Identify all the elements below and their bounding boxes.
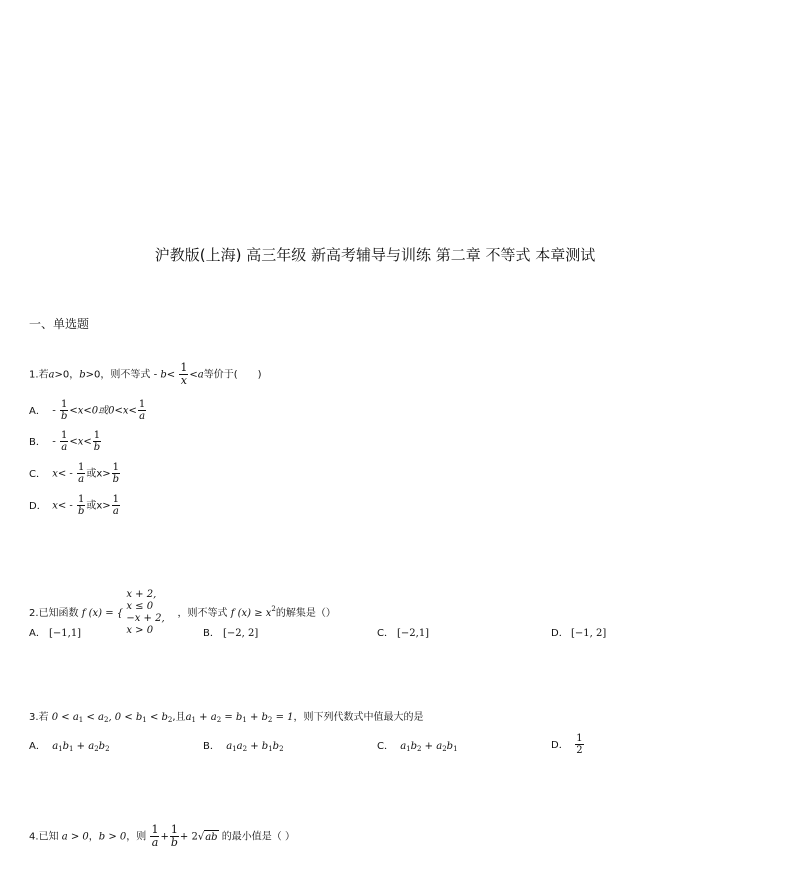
denominator: a xyxy=(61,442,68,453)
q4-text: ，则 xyxy=(126,831,147,843)
q1-text: >0，则不等式 - xyxy=(85,369,161,381)
fraction xyxy=(60,399,68,422)
expr: < a xyxy=(83,712,104,723)
expr: + a xyxy=(196,712,217,723)
subscript: 2 xyxy=(103,716,109,724)
q3-text: 若 xyxy=(38,712,49,723)
option-label: B． xyxy=(29,436,46,448)
denominator: b xyxy=(93,442,101,453)
numerator: 1 xyxy=(112,494,120,505)
subscript: 1 xyxy=(142,716,147,724)
q3-option-c[interactable] xyxy=(377,740,458,756)
piece-expr: x + 2, xyxy=(126,589,157,600)
subscript: 1 xyxy=(58,745,63,753)
expr: b xyxy=(410,741,418,752)
subscript: 2 xyxy=(167,716,173,724)
question-4 xyxy=(29,824,295,849)
q2-option-c[interactable] xyxy=(377,627,429,641)
operator: + xyxy=(160,831,169,843)
page-title: 沪教版(上海) 高三年级 新高考辅导与训练 第二章 不等式 本章测试 xyxy=(154,246,596,264)
q1-number: 1. xyxy=(29,369,39,381)
sqrt-symbol: √ xyxy=(197,831,205,843)
q3-option-b[interactable] xyxy=(203,740,284,756)
piece-cond: x ≤ 0 xyxy=(126,601,154,612)
expr: , 0 < b xyxy=(108,712,143,723)
fraction xyxy=(138,399,146,422)
expr: a xyxy=(185,712,192,723)
denominator: b xyxy=(60,411,68,422)
subscript: 2 xyxy=(94,745,99,753)
subscript: 2 xyxy=(105,745,110,753)
q3-number: 3. xyxy=(29,712,39,723)
expr: a xyxy=(52,741,59,752)
q1-fraction xyxy=(179,362,188,387)
option-text: 或x> xyxy=(86,500,111,512)
expr: + b xyxy=(246,712,268,723)
option-text: <x<0或0<x< xyxy=(69,405,137,417)
q4-number: 4. xyxy=(29,831,39,843)
operator: + 2 xyxy=(179,831,198,843)
expr: 0 < a xyxy=(51,712,79,723)
denominator: b xyxy=(112,474,120,485)
expr: a xyxy=(236,741,243,752)
expr: b xyxy=(98,741,106,752)
denominator: b xyxy=(77,506,85,517)
piece-cond: x > 0 xyxy=(126,625,154,636)
expr: < b xyxy=(146,712,168,723)
q1-text: < xyxy=(189,369,198,381)
subscript: 1 xyxy=(191,716,196,724)
q4-condition: b > 0 xyxy=(98,831,127,843)
fraction xyxy=(77,494,85,517)
fraction xyxy=(93,430,101,453)
option-expression xyxy=(52,741,109,752)
option-text: 或x> xyxy=(86,468,111,480)
option-label: B． xyxy=(203,628,220,639)
q3-text: ，则下列代数式中值最大的是 xyxy=(293,712,424,723)
subscript: 2 xyxy=(267,716,273,724)
subscript: 1 xyxy=(242,716,247,724)
numerator: 1 xyxy=(112,462,120,473)
fraction xyxy=(60,430,68,453)
q3-option-d[interactable] xyxy=(551,733,585,756)
subscript: 2 xyxy=(242,745,248,753)
q3-condition xyxy=(52,712,173,723)
q2-text: 已知函数 xyxy=(38,608,79,619)
option-text: - xyxy=(52,405,56,417)
numerator: 1 xyxy=(77,462,85,473)
q3-option-a[interactable] xyxy=(29,740,110,756)
q1-var-a: a xyxy=(197,369,204,381)
option-label: B． xyxy=(203,741,220,752)
subscript: 1 xyxy=(232,745,237,753)
fraction xyxy=(575,733,583,756)
numerator: 1 xyxy=(61,399,68,410)
section-heading: 一、单选题 xyxy=(29,317,90,331)
piece-expr: −x + 2, xyxy=(126,613,165,624)
option-label: D． xyxy=(29,500,47,512)
expr: b xyxy=(446,741,454,752)
fraction xyxy=(170,824,179,849)
option-label: D． xyxy=(551,628,569,639)
numerator: 1 xyxy=(60,430,68,441)
numerator: 1 xyxy=(576,733,583,744)
option-label: C． xyxy=(377,628,394,639)
option-label: D． xyxy=(551,739,569,751)
fraction xyxy=(112,462,120,485)
q2-text: ，则不等式 xyxy=(177,608,228,619)
fraction xyxy=(77,462,85,485)
subscript: 1 xyxy=(78,716,84,724)
option-label: A． xyxy=(29,741,46,752)
denominator: a xyxy=(112,506,119,517)
q1-text: 等价于( ) xyxy=(203,369,262,381)
q2-option-b[interactable] xyxy=(203,627,258,641)
subscript: 1 xyxy=(406,745,411,753)
q1-option-b[interactable] xyxy=(29,430,102,453)
subscript: 2 xyxy=(442,745,447,753)
subscript: 1 xyxy=(453,745,458,753)
denominator: b xyxy=(170,836,178,849)
expr: b xyxy=(62,741,70,752)
option-text: <x< xyxy=(69,436,92,448)
numerator: 1 xyxy=(180,361,188,374)
fraction xyxy=(112,494,120,517)
subscript: 2 xyxy=(216,716,222,724)
option-text: x< - xyxy=(52,468,73,480)
numerator: 1 xyxy=(151,823,159,836)
q1-var-b: b xyxy=(160,369,167,381)
numerator: 1 xyxy=(138,399,146,410)
q1-text: < xyxy=(166,369,176,381)
q2-inequality: f (x) ≥ x xyxy=(230,608,272,619)
q2-function: f (x) = { xyxy=(81,608,124,619)
denominator: x xyxy=(180,374,187,387)
q1-var-a: a xyxy=(48,369,55,381)
option-value: [−1,1] xyxy=(49,628,82,639)
exponent: 2 xyxy=(271,605,276,613)
subscript: 1 xyxy=(69,745,74,753)
option-value: [−1, 2] xyxy=(571,628,607,639)
q3-condition xyxy=(186,712,294,723)
option-label: C． xyxy=(377,741,394,752)
expr: = 1 xyxy=(272,712,294,723)
option-expression xyxy=(400,741,457,752)
expr: a xyxy=(226,741,233,752)
subscript: 1 xyxy=(268,745,273,753)
q2-option-a[interactable] xyxy=(29,627,81,641)
numerator: 1 xyxy=(77,494,85,505)
option-value: [−2, 2] xyxy=(223,628,259,639)
q4-text: 已知 xyxy=(38,831,59,843)
expr: a xyxy=(400,741,407,752)
subscript: 2 xyxy=(417,745,422,753)
q3-text: ,且 xyxy=(172,712,186,723)
numerator: 1 xyxy=(93,430,101,441)
expr: = b xyxy=(221,712,243,723)
q4-text: ， xyxy=(88,831,99,843)
expr: + a xyxy=(73,741,95,752)
q2-option-d[interactable] xyxy=(551,627,606,641)
denominator: a xyxy=(78,474,85,485)
expr: + a xyxy=(421,741,443,752)
option-expression xyxy=(226,741,283,752)
q1-option-a[interactable] xyxy=(29,399,147,422)
q4-text: 的最小值是（ ） xyxy=(221,831,295,843)
q1-text: >0， xyxy=(54,369,80,381)
expr: + b xyxy=(247,741,269,752)
q1-option-d[interactable] xyxy=(29,494,121,517)
denominator: a xyxy=(139,411,146,422)
option-value: [−2,1] xyxy=(397,628,430,639)
q2-number: 2. xyxy=(29,608,39,619)
q4-condition: a > 0 xyxy=(61,831,89,843)
radicand: ab xyxy=(205,831,218,843)
option-label: A． xyxy=(29,405,46,417)
subscript: 2 xyxy=(279,745,284,753)
question-3 xyxy=(29,711,424,727)
q1-option-c[interactable] xyxy=(29,462,121,485)
numerator: 1 xyxy=(170,823,178,836)
option-label: C． xyxy=(29,468,46,480)
q1-var-b: b xyxy=(79,369,86,381)
option-text: x< - xyxy=(52,500,73,512)
q2-text: 的解集是（） xyxy=(275,608,336,619)
question-1 xyxy=(29,362,262,387)
fraction xyxy=(150,824,159,849)
denominator: a xyxy=(151,836,159,849)
option-label: A． xyxy=(29,628,46,639)
q2-piecewise xyxy=(126,589,174,637)
option-text: - xyxy=(52,436,56,448)
q1-text: 若 xyxy=(38,369,49,381)
denominator: 2 xyxy=(576,745,583,756)
expr: b xyxy=(272,741,280,752)
